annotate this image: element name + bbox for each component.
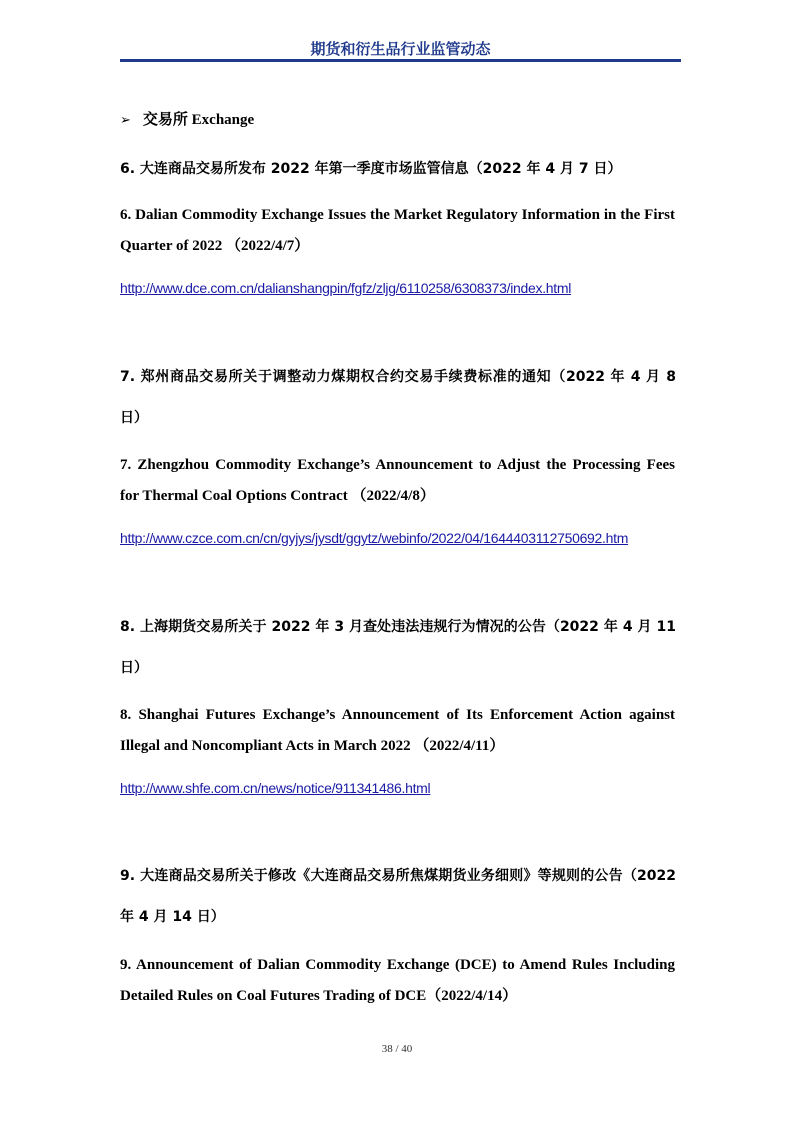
item-8-title-zh: 8. 上海期货交易所关于 2022 年 3 月查处违法违规行为情况的公告（2022 年 4 月 11 日） — [120, 619, 676, 676]
item-7-title-en: 7. Zhengzhou Commodity Exchange’s Announcement to Adjust the Processing Fees for Thermal Coal Options Contract （2022/4/8） — [120, 457, 675, 504]
item-7-link[interactable]: http://www.czce.com.cn/cn/gyjys/jysdt/ggytz/webinfo/2022/04/1644403112750692.htm — [120, 530, 629, 546]
section-heading — [120, 108, 254, 129]
item-8-title-en: 8. Shanghai Futures Exchange’s Announcement of Its Enforcement Action against Illegal and Noncompliant Acts in March 2022 （2022/4/11） — [120, 707, 675, 754]
item-6-title-en: 6. Dalian Commodity Exchange Issues the Market Regulatory Information in the First Quarter of 2022 （2022/4/7） — [120, 207, 675, 254]
item-6-link[interactable]: http://www.dce.com.cn/dalianshangpin/fgfz/zljg/6110258/6308373/index.html — [120, 280, 572, 296]
header-divider — [120, 59, 681, 62]
arrow-bullet-icon: ➢ — [120, 113, 131, 128]
item-6-title-zh: 6. 大连商品交易所发布 2022 年第一季度市场监管信息（2022 年 4 月 7 日） — [120, 161, 622, 177]
section-label: 交易所 Exchange — [142, 112, 255, 128]
item-7-title-zh: 7. 郑州商品交易所关于调整动力煤期权合约交易手续费标准的通知（2022 年 4 月 8 日） — [120, 369, 676, 426]
page-header-title: 期货和衍生品行业监管动态 — [310, 40, 491, 58]
item-9-title-en: 9. Announcement of Dalian Commodity Exchange (DCE) to Amend Rules Including Detailed Rules on Coal Futures Trading of DCE（2022/4/14） — [120, 957, 675, 1004]
item-9-title-zh: 9. 大连商品交易所关于修改《大连商品交易所焦煤期货业务细则》等规则的公告（2022 年 4 月 14 日） — [120, 868, 676, 925]
item-8-link[interactable]: http://www.shfe.com.cn/news/notice/911341486.html — [120, 780, 431, 796]
page-number: 38 / 40 — [381, 1043, 413, 1055]
